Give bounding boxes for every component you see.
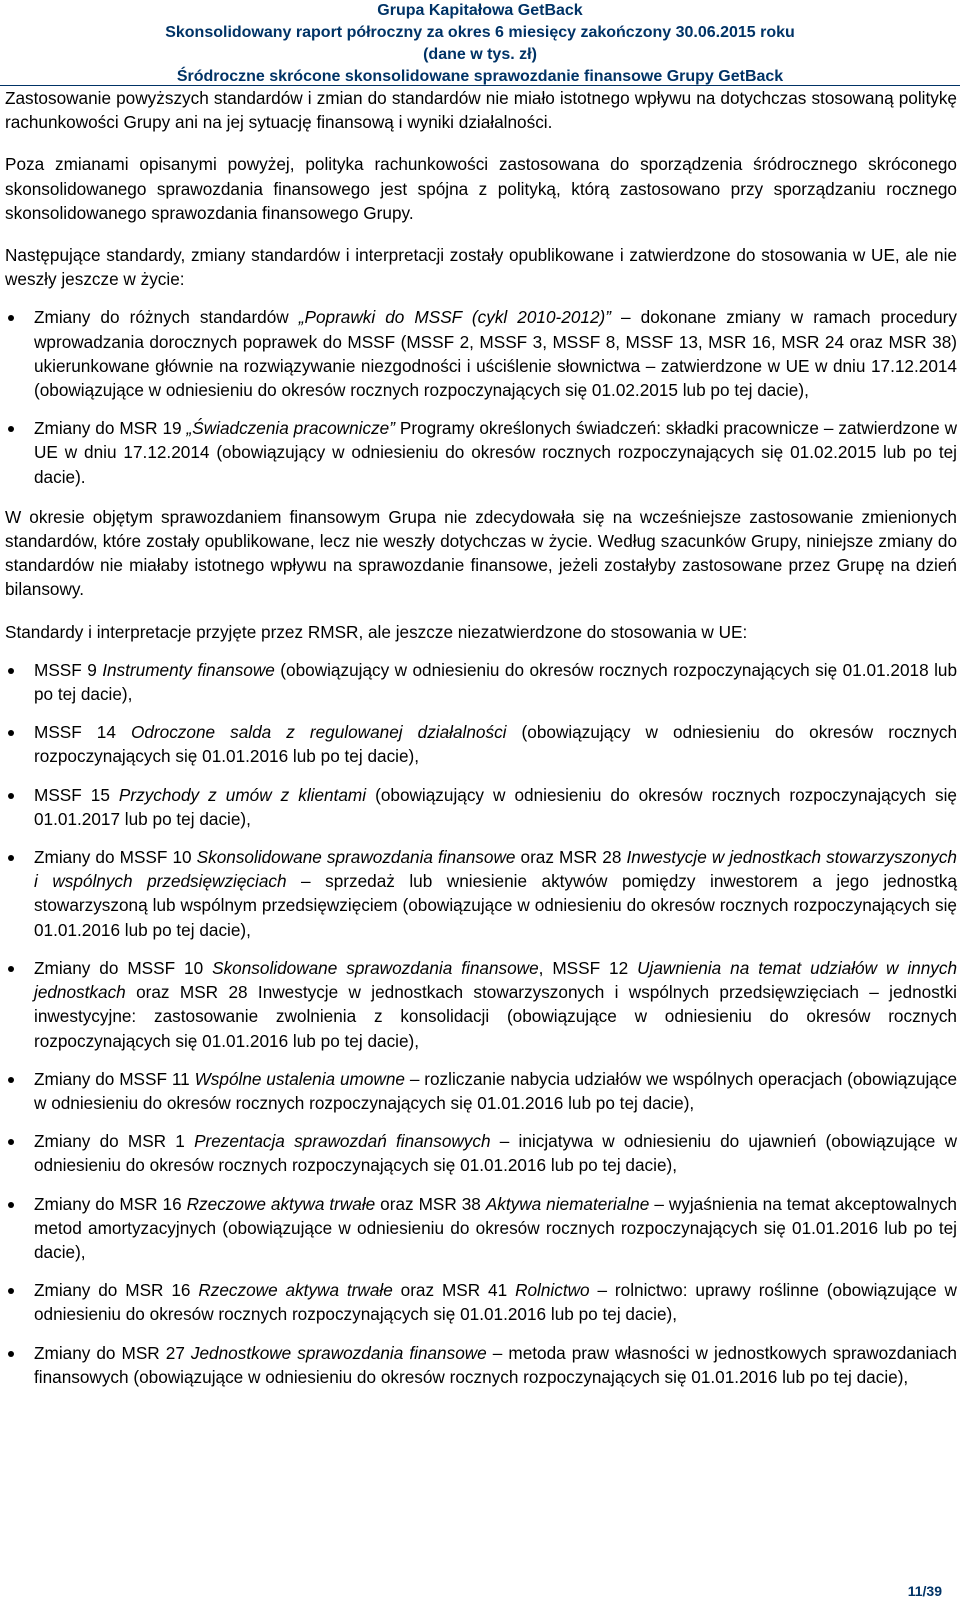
list-item — [5, 305, 957, 402]
standard-name-italic: Skonsolidowane sprawozdania finansowe — [212, 957, 539, 978]
standard-name-italic: „Poprawki do MSSF (cykl 2010-2012)” — [298, 307, 611, 328]
standard-name-italic: Rzeczowe aktywa trwałe — [198, 1280, 393, 1301]
bullet-icon — [8, 730, 14, 736]
list-item-text: – rolnictwo: uprawy roślinne (obowiązujące w odniesieniu do okresów rocznych rozpoczynających się 01.01.2016 lub po tej dacie), — [34, 1280, 957, 1325]
list-item-text: MSSF 15 — [34, 784, 119, 805]
header-company: Grupa Kapitałowa GetBack — [377, 2, 583, 19]
list-item-text: – dokonane zmiany w ramach procedury wprowadzania dorocznych poprawek do MSSF (MSSF 2, MSSF 3, MSSF 8, MSSF 13, MSR 16, MSR 24 oraz MSR 38) ukierunkowane głównie na rozwiązywanie niezgodności i uściślenie słownictwa – zatwierdzone w UE w dniu 17.12.2014 (obowiązujące w odniesieniu do okresów rocznych rozpoczynających się 01.02.2015 lub po tej dacie), — [34, 307, 957, 401]
bullet-icon — [8, 1351, 14, 1357]
bullet-icon — [8, 1139, 14, 1145]
list-item-text: – wyjaśnienia na temat akceptowalnych metod amortyzacyjnych (obowiązujące w odniesieniu do okresów rocznych rozpoczynających się 01.01.2016 lub po tej dacie), — [34, 1193, 957, 1262]
list-item-text: Zmiany do MSR 16 — [34, 1280, 199, 1301]
list-item-text: oraz MSR 28 — [515, 847, 627, 868]
standard-name-italic: Aktywa niematerialne — [485, 1193, 650, 1214]
list-item — [5, 1278, 957, 1326]
list-item-text: Zmiany do różnych standardów — [34, 307, 299, 328]
standard-name-italic: Skonsolidowane sprawozdania finansowe — [196, 847, 516, 868]
list-item-text: – rozliczanie nabycia udziałów we wspólnych operacjach (obowiązujące w odniesieniu do okresów rocznych rozpoczynających się 01.01.2016 lub po tej dacie), — [34, 1068, 957, 1113]
list-item-text: (obowiązujący w odniesieniu do okresów rocznych rozpoczynających się 01.01.2018 lub po tej dacie), — [34, 659, 958, 705]
list-item-text: Programy określonych świadczeń: składki pracownicze – zatwierdzone w UE w dniu 17.12.2014 (obowiązujący w odniesieniu do okresów rocznych rozpoczynających się 01.02.2015 lub po tej dacie). — [34, 418, 957, 487]
paragraph: Standardy i interpretacje przyjęte przez RMSR, ale jeszcze niezatwierdzone do stosowania w UE: — [5, 621, 748, 642]
list-item-text: MSSF 9 — [34, 659, 103, 680]
list-item — [5, 1341, 957, 1389]
standard-name-italic: Instrumenty finansowe — [102, 659, 275, 680]
standard-name-italic: Odroczone salda z regulowanej działalności — [130, 722, 507, 743]
bullet-icon — [8, 1202, 14, 1208]
list-item-text: – sprzedaż lub wniesienie aktywów pomiędzy inwestorem a jego jednostką stowarzyszoną lub wspólnym przedsięwzięciem (obowiązujące w odniesieniu do okresów rocznych rozpoczynających się 01.01.2016 lub po tej dacie), — [34, 871, 957, 940]
list-item-text: Zmiany do MSSF 11 — [34, 1068, 195, 1089]
list-item-text: (obowiązujący w odniesieniu do okresów rocznych rozpoczynających się 01.01.2016 lub po tej dacie), — [34, 722, 957, 767]
bullet-icon — [8, 426, 14, 432]
standard-name-italic: Inwestycje w jednostkach stowarzyszonych i wspólnych przedsięwzięciach — [34, 847, 957, 892]
list-item-text: oraz MSR 41 — [392, 1280, 516, 1301]
bullet-icon — [8, 855, 14, 861]
list-item-text: Zmiany do MSR 1 — [34, 1131, 195, 1152]
list-item — [5, 845, 957, 942]
list-item — [5, 1192, 957, 1265]
list-item-text: MSSF 14 — [34, 722, 131, 743]
standard-name-italic: Rolnictwo — [515, 1280, 590, 1301]
list-item — [5, 783, 957, 831]
bullet-icon — [8, 668, 14, 674]
paragraph: Poza zmianami opisanymi powyżej, polityka rachunkowości zastosowana do sporządzenia śródrocznego skróconego skonsolidowanego sprawozdania finansowego jest spójna z polityką, którą zastosowano przy sporządzaniu rocznego skonsolidowanego sprawozdania finansowego Grupy. — [5, 154, 957, 223]
header-section-title: Śródroczne skrócone skonsolidowane sprawozdanie finansowe Grupy GetBack — [176, 68, 784, 85]
list-item — [5, 720, 957, 768]
list-item-text: (obowiązujący w odniesieniu do okresów rocznych rozpoczynających się 01.01.2017 lub po tej dacie), — [34, 784, 957, 829]
list-item-text: Zmiany do MSR 16 — [34, 1193, 187, 1214]
page-header — [0, 0, 960, 88]
list-item — [5, 956, 957, 1053]
page-body — [5, 86, 957, 1405]
list-item-text: Zmiany do MSR 27 — [34, 1342, 191, 1363]
list-item — [5, 1129, 957, 1177]
bullet-icon — [8, 966, 14, 972]
standard-name-italic: Przychody z umów z klientami — [118, 784, 367, 805]
bullet-icon — [8, 793, 14, 799]
list-item — [5, 658, 957, 706]
standards-list-not-approved — [5, 658, 957, 1389]
list-item-text: Zmiany do MSSF 10 — [34, 847, 197, 868]
list-item-text: – inicjatywa w odniesieniu do ujawnień (obowiązujące w odniesieniu do okresów rocznych rozpoczynających się 01.01.2016 lub po tej dacie), — [34, 1131, 957, 1176]
list-item — [5, 416, 957, 489]
bullet-icon — [8, 1288, 14, 1294]
list-item-text: Zmiany do MSR 19 — [34, 418, 187, 439]
header-report-title: Skonsolidowany raport półroczny za okres 6 miesięcy zakończony 30.06.2015 roku — [165, 24, 795, 41]
standard-name-italic: Rzeczowe aktywa trwałe — [186, 1193, 376, 1214]
standard-name-italic: Wspólne ustalenia umowne — [194, 1068, 405, 1089]
paragraph: Następujące standardy, zmiany standardów i interpretacji zostały opublikowane i zatwierdzone do stosowania w UE, ale nie weszły jeszcze w życie: — [5, 245, 957, 290]
header-units: (dane w tys. zł) — [423, 46, 537, 63]
list-item-text: Zmiany do MSSF 10 — [34, 957, 213, 978]
standard-name-italic: Jednostkowe sprawozdania finansowe — [190, 1342, 487, 1363]
page-number: 11/39 — [907, 1583, 942, 1599]
list-item-text: oraz MSR 28 Inwestycje w jednostkach stowarzyszonych i wspólnych przedsięwzięciach – jednostki inwestycyjne: zastosowanie zwolnienia z konsolidacji (obowiązujące w odniesieniu do okresów rocznych rozpoczynających się 01.01.2016 lub po tej dacie), — [34, 982, 957, 1051]
standard-name-italic: Prezentacja sprawozdań finansowych — [194, 1131, 491, 1152]
list-item-text: , MSSF 12 — [538, 957, 638, 978]
list-item — [5, 1067, 957, 1115]
standards-list-eu-approved — [5, 305, 957, 488]
paragraph: Zastosowanie powyższych standardów i zmian do standardów nie miało istotnego wpływu na dotychczas stosowaną politykę rachunkowości Grupy ani na jej sytuację finansową i wyniki działalności. — [5, 88, 957, 133]
list-item-text: oraz MSR 38 — [375, 1193, 486, 1214]
paragraph: W okresie objętym sprawozdaniem finansowym Grupa nie zdecydowała się na wcześniejsze zastosowanie zmienionych standardów, które zostały opublikowane, lecz nie weszły dotychczas w życie. Według szacunków Grupy, niniejsze zmiany do standardów nie miałaby istotnego wpływu na sprawozdanie finansowe, jeżeli zostałyby zastosowane przez Grupę na dzień bilansowy. — [5, 506, 957, 600]
standard-name-italic: „Świadczenia pracownicze” — [186, 418, 395, 439]
list-item-text: – metoda praw własności w jednostkowych sprawozdaniach finansowych (obowiązujące w odniesieniu do okresów rocznych rozpoczynających się 01.01.2016 lub po tej dacie), — [34, 1342, 957, 1387]
bullet-icon — [8, 315, 14, 321]
bullet-icon — [8, 1077, 14, 1083]
standard-name-italic: Ujawnienia na temat udziałów w innych jednostkach — [34, 957, 958, 1003]
